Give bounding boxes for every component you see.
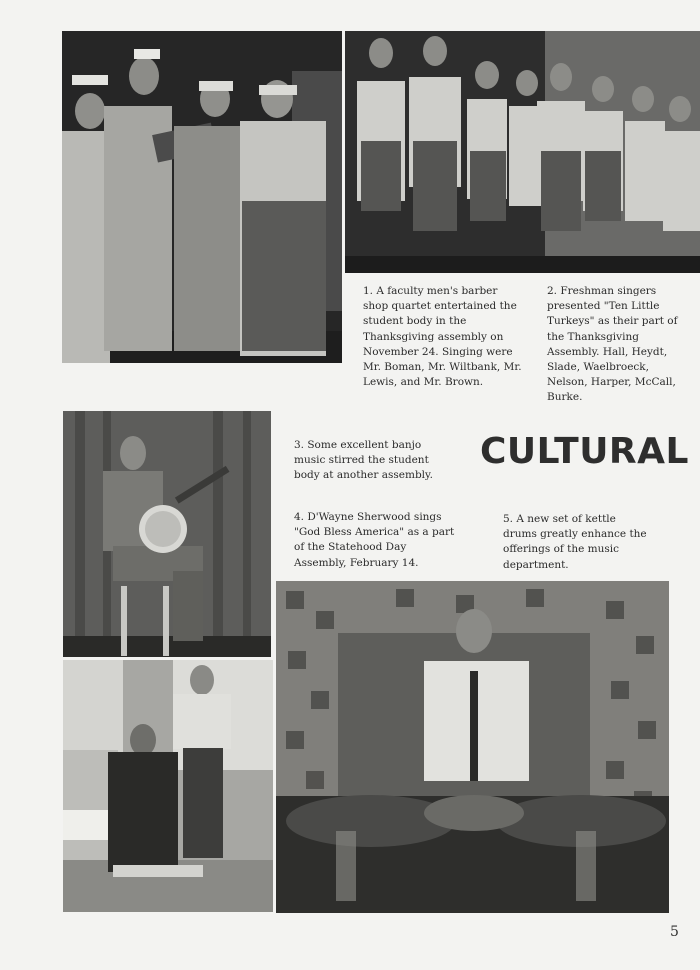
photo-pianist-singer (63, 660, 273, 912)
caption-2: 2. Freshman singers presented "Ten Little Turkeys" as their part of the Thanksgiving Assembly. Hall, Heydt, Slade, Waelbroeck, Nelson, Harper, McCall, Burke. (547, 285, 678, 404)
caption-5: 5. A new set of kettle drums greatly enhance the offerings of the music department. (503, 513, 647, 571)
photo-barbershop-quartet (62, 31, 342, 363)
page-number: 5 (670, 924, 679, 940)
photo-kettle-drums (276, 581, 669, 913)
caption-1: 1. A faculty men's barber shop quartet entertained the student body in the Thanksgiving assembly on November 24. Singing were Mr. Boman, Mr. Wiltbank, Mr. Lewis, and Mr. Brown. (363, 285, 522, 389)
section-heading-cultural: CULTURAL (480, 431, 689, 472)
caption-3: 3. Some excellent banjo music stirred the student body at another assembly. (294, 439, 433, 482)
photo-freshman-singers (345, 31, 700, 273)
photo-banjo-player (63, 411, 271, 657)
caption-4: 4. D'Wayne Sherwood sings "God Bless America" as a part of the Statehood Day Assembly, February 14. (294, 511, 455, 569)
